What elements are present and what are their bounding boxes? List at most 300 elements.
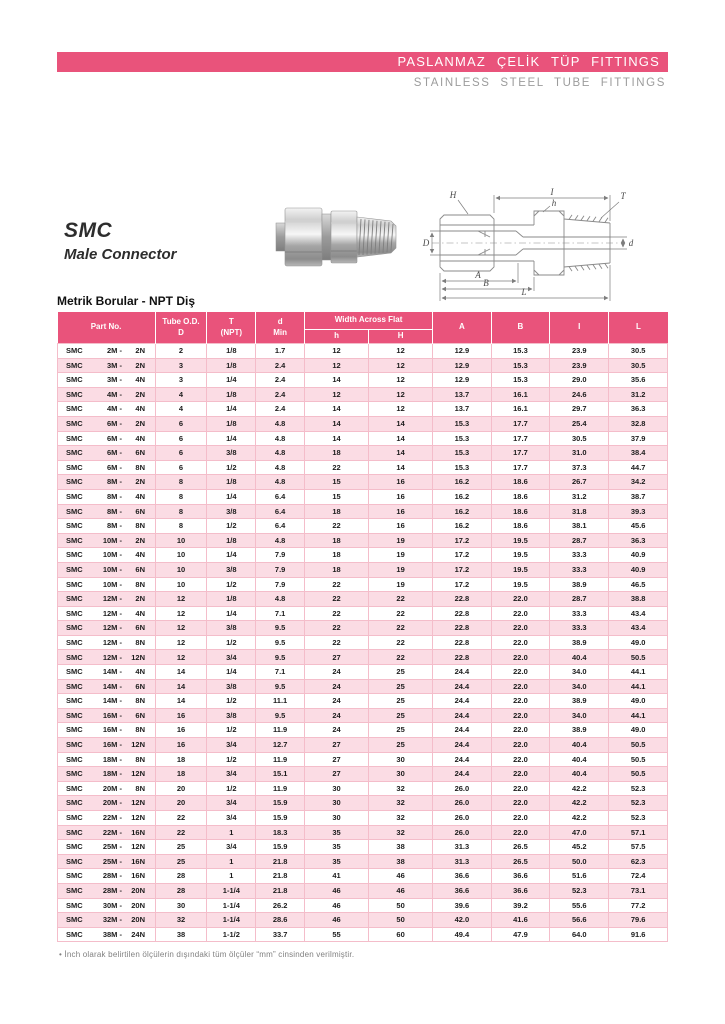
table-row	[58, 402, 668, 417]
value-cell: 28	[155, 883, 207, 898]
value-cell: 18	[305, 562, 369, 577]
value-cell: 17.2	[433, 533, 492, 548]
value-cell: 46	[305, 883, 369, 898]
value-cell: 1/8	[207, 592, 256, 607]
part-no-cell: SMC 32M - 20N	[58, 913, 156, 928]
value-cell: 15.3	[491, 344, 550, 359]
value-cell: 31.0	[550, 446, 609, 461]
value-cell: 52.3	[609, 811, 668, 826]
part-no-cell: SMC 8M - 6N	[58, 504, 156, 519]
value-cell: 29.0	[550, 373, 609, 388]
value-cell: 13.7	[433, 387, 492, 402]
value-cell: 15.3	[433, 446, 492, 461]
value-cell: 43.4	[609, 621, 668, 636]
body-hex	[331, 211, 357, 263]
value-cell: 22	[369, 650, 433, 665]
value-cell: 25	[369, 738, 433, 753]
value-cell: 2.4	[256, 358, 305, 373]
value-cell: 16.2	[433, 519, 492, 534]
table-row	[58, 840, 668, 855]
value-cell: 17.2	[433, 548, 492, 563]
value-cell: 55	[305, 927, 369, 942]
value-cell: 1-1/2	[207, 927, 256, 942]
value-cell: 20	[155, 781, 207, 796]
value-cell: 46	[369, 883, 433, 898]
value-cell: 40.4	[550, 650, 609, 665]
value-cell: 30.5	[550, 431, 609, 446]
value-cell: 31.2	[550, 489, 609, 504]
part-no-cell: SMC 6M - 4N	[58, 431, 156, 446]
value-cell: 22.0	[491, 767, 550, 782]
value-cell: 31.3	[433, 854, 492, 869]
value-cell: 22	[369, 606, 433, 621]
value-cell: 3/8	[207, 679, 256, 694]
value-cell: 3/4	[207, 738, 256, 753]
value-cell: 35	[305, 825, 369, 840]
value-cell: 24.4	[433, 767, 492, 782]
value-cell: 18	[155, 752, 207, 767]
value-cell: 27	[305, 752, 369, 767]
table-row	[58, 796, 668, 811]
part-no-cell: SMC 4M - 2N	[58, 387, 156, 402]
value-cell: 25.4	[550, 416, 609, 431]
value-cell: 30	[305, 781, 369, 796]
label-B: B	[483, 278, 489, 288]
value-cell: 1-1/4	[207, 898, 256, 913]
part-no-cell: SMC 12M - 2N	[58, 592, 156, 607]
value-cell: 10	[155, 548, 207, 563]
value-cell: 50.5	[609, 650, 668, 665]
value-cell: 18	[305, 446, 369, 461]
value-cell: 77.2	[609, 898, 668, 913]
value-cell: 22.0	[491, 825, 550, 840]
value-cell: 3/8	[207, 708, 256, 723]
ferrule-ring	[322, 214, 331, 260]
value-cell: 24.4	[433, 723, 492, 738]
value-cell: 24	[305, 708, 369, 723]
value-cell: 22	[305, 606, 369, 621]
value-cell: 40.9	[609, 548, 668, 563]
value-cell: 22.8	[433, 635, 492, 650]
table-row	[58, 694, 668, 709]
value-cell: 79.6	[609, 913, 668, 928]
value-cell: 14	[305, 402, 369, 417]
label-T: T	[620, 191, 626, 201]
value-cell: 4	[155, 387, 207, 402]
value-cell: 16.2	[433, 475, 492, 490]
value-cell: 9.5	[256, 621, 305, 636]
value-cell: 40.4	[550, 738, 609, 753]
value-cell: 18	[305, 548, 369, 563]
value-cell: 8	[155, 489, 207, 504]
value-cell: 22.0	[491, 592, 550, 607]
value-cell: 32.8	[609, 416, 668, 431]
dimensions-table	[57, 312, 668, 942]
value-cell: 20	[155, 796, 207, 811]
value-cell: 6	[155, 416, 207, 431]
value-cell: 1/8	[207, 475, 256, 490]
value-cell: 4	[155, 402, 207, 417]
value-cell: 40.4	[550, 767, 609, 782]
value-cell: 6.4	[256, 489, 305, 504]
value-cell: 25	[369, 723, 433, 738]
value-cell: 24	[305, 694, 369, 709]
value-cell: 1/4	[207, 489, 256, 504]
value-cell: 15.9	[256, 796, 305, 811]
value-cell: 12	[369, 358, 433, 373]
value-cell: 34.0	[550, 708, 609, 723]
value-cell: 19.5	[491, 577, 550, 592]
value-cell: 46	[305, 913, 369, 928]
value-cell: 15.3	[491, 373, 550, 388]
part-no-cell: SMC 20M - 8N	[58, 781, 156, 796]
part-no-cell: SMC 12M - 8N	[58, 635, 156, 650]
value-cell: 40.9	[609, 562, 668, 577]
value-cell: 24.4	[433, 679, 492, 694]
header-subtitle: STAINLESS STEEL TUBE FITTINGS	[413, 77, 666, 89]
value-cell: 22	[369, 635, 433, 650]
value-cell: 36.6	[491, 869, 550, 884]
value-cell: 14	[369, 446, 433, 461]
value-cell: 9.5	[256, 635, 305, 650]
value-cell: 12.9	[433, 358, 492, 373]
value-cell: 16	[369, 519, 433, 534]
part-no-cell: SMC 28M - 20N	[58, 883, 156, 898]
footnote: • İnch olarak belirtilen ölçülerin dışındaki tüm ölçüler “mm” cinsinden verilmiştir.	[59, 950, 355, 959]
value-cell: 41	[305, 869, 369, 884]
value-cell: 19	[369, 562, 433, 577]
value-cell: 12.9	[433, 344, 492, 359]
part-no-cell: SMC 20M - 12N	[58, 796, 156, 811]
part-no-cell: SMC 30M - 20N	[58, 898, 156, 913]
value-cell: 8	[155, 519, 207, 534]
table-row	[58, 869, 668, 884]
value-cell: 1/8	[207, 533, 256, 548]
table-row	[58, 358, 668, 373]
product-name: Male Connector	[64, 246, 177, 263]
value-cell: 3/4	[207, 796, 256, 811]
value-cell: 22	[305, 460, 369, 475]
value-cell: 91.6	[609, 927, 668, 942]
value-cell: 22.8	[433, 592, 492, 607]
table-row	[58, 811, 668, 826]
value-cell: 39.3	[609, 504, 668, 519]
value-cell: 24.4	[433, 708, 492, 723]
value-cell: 25	[155, 840, 207, 855]
value-cell: 15.1	[256, 767, 305, 782]
label-L: L	[521, 287, 527, 297]
value-cell: 22.0	[491, 752, 550, 767]
value-cell: 3	[155, 373, 207, 388]
part-no-cell: SMC 18M - 12N	[58, 767, 156, 782]
value-cell: 22	[305, 635, 369, 650]
value-cell: 22	[305, 519, 369, 534]
value-cell: 26.0	[433, 781, 492, 796]
value-cell: 1/4	[207, 431, 256, 446]
value-cell: 18.6	[491, 489, 550, 504]
value-cell: 30	[369, 752, 433, 767]
label-I: I	[550, 187, 554, 197]
value-cell: 24.4	[433, 752, 492, 767]
value-cell: 17.7	[491, 416, 550, 431]
part-no-cell: SMC 4M - 4N	[58, 402, 156, 417]
value-cell: 57.5	[609, 840, 668, 855]
value-cell: 6	[155, 431, 207, 446]
value-cell: 25	[369, 694, 433, 709]
value-cell: 16	[369, 504, 433, 519]
value-cell: 16.2	[433, 504, 492, 519]
value-cell: 22.0	[491, 679, 550, 694]
part-no-cell: SMC 12M - 4N	[58, 606, 156, 621]
value-cell: 9.5	[256, 650, 305, 665]
value-cell: 30	[305, 796, 369, 811]
part-no-cell: SMC 8M - 4N	[58, 489, 156, 504]
table-row	[58, 533, 668, 548]
value-cell: 1	[207, 825, 256, 840]
value-cell: 1/8	[207, 358, 256, 373]
value-cell: 22	[155, 811, 207, 826]
part-no-cell: SMC 14M - 6N	[58, 679, 156, 694]
part-no-cell: SMC 6M - 6N	[58, 446, 156, 461]
value-cell: 7.9	[256, 548, 305, 563]
product-photo	[271, 201, 401, 273]
table-header	[58, 312, 668, 344]
value-cell: 12	[155, 621, 207, 636]
value-cell: 1/2	[207, 694, 256, 709]
value-cell: 24	[305, 723, 369, 738]
table-row	[58, 679, 668, 694]
value-cell: 30	[305, 811, 369, 826]
value-cell: 32	[369, 796, 433, 811]
value-cell: 45.2	[550, 840, 609, 855]
value-cell: 22.0	[491, 665, 550, 680]
table-row	[58, 781, 668, 796]
col-header-B: B	[491, 312, 550, 344]
table-row	[58, 883, 668, 898]
value-cell: 1/8	[207, 387, 256, 402]
value-cell: 28	[155, 869, 207, 884]
value-cell: 49.4	[433, 927, 492, 942]
value-cell: 15	[305, 489, 369, 504]
value-cell: 22.0	[491, 708, 550, 723]
value-cell: 19	[369, 548, 433, 563]
part-no-cell: SMC 8M - 8N	[58, 519, 156, 534]
value-cell: 12	[305, 358, 369, 373]
value-cell: 72.4	[609, 869, 668, 884]
value-cell: 35	[305, 854, 369, 869]
value-cell: 14	[155, 694, 207, 709]
value-cell: 7.1	[256, 665, 305, 680]
table-row	[58, 898, 668, 913]
value-cell: 52.3	[609, 781, 668, 796]
value-cell: 30.5	[609, 344, 668, 359]
part-no-cell: SMC 25M - 12N	[58, 840, 156, 855]
value-cell: 42.2	[550, 811, 609, 826]
value-cell: 44.1	[609, 708, 668, 723]
value-cell: 1/2	[207, 723, 256, 738]
value-cell: 1/2	[207, 635, 256, 650]
value-cell: 1/4	[207, 373, 256, 388]
value-cell: 30.5	[609, 358, 668, 373]
value-cell: 50	[369, 898, 433, 913]
part-no-cell: SMC 25M - 16N	[58, 854, 156, 869]
value-cell: 4.8	[256, 460, 305, 475]
value-cell: 22.0	[491, 723, 550, 738]
value-cell: 50.5	[609, 767, 668, 782]
value-cell: 44.7	[609, 460, 668, 475]
part-no-cell: SMC 38M - 24N	[58, 927, 156, 942]
table-row	[58, 927, 668, 942]
value-cell: 47.0	[550, 825, 609, 840]
value-cell: 12	[155, 650, 207, 665]
table-row	[58, 460, 668, 475]
value-cell: 41.6	[491, 913, 550, 928]
value-cell: 2.4	[256, 402, 305, 417]
table-row	[58, 446, 668, 461]
value-cell: 38.4	[609, 446, 668, 461]
value-cell: 9.5	[256, 679, 305, 694]
value-cell: 18.6	[491, 504, 550, 519]
label-D: D	[422, 238, 430, 248]
table-row	[58, 738, 668, 753]
value-cell: 24	[305, 665, 369, 680]
value-cell: 52.3	[609, 796, 668, 811]
value-cell: 1/4	[207, 606, 256, 621]
part-no-cell: SMC 16M - 12N	[58, 738, 156, 753]
table-row	[58, 825, 668, 840]
value-cell: 3/4	[207, 811, 256, 826]
value-cell: 8	[155, 504, 207, 519]
value-cell: 36.6	[433, 869, 492, 884]
value-cell: 22.8	[433, 621, 492, 636]
table-row	[58, 592, 668, 607]
value-cell: 64.0	[550, 927, 609, 942]
value-cell: 42.2	[550, 796, 609, 811]
value-cell: 1/8	[207, 344, 256, 359]
value-cell: 15.3	[491, 358, 550, 373]
value-cell: 46.5	[609, 577, 668, 592]
value-cell: 2.4	[256, 387, 305, 402]
value-cell: 3/4	[207, 650, 256, 665]
value-cell: 19	[369, 533, 433, 548]
label-d: d	[628, 238, 634, 248]
value-cell: 31.2	[609, 387, 668, 402]
value-cell: 24.4	[433, 665, 492, 680]
col-header-A: A	[433, 312, 492, 344]
value-cell: 22.0	[491, 781, 550, 796]
value-cell: 38.1	[550, 519, 609, 534]
value-cell: 51.6	[550, 869, 609, 884]
value-cell: 22.0	[491, 621, 550, 636]
part-no-cell: SMC 10M - 4N	[58, 548, 156, 563]
value-cell: 36.3	[609, 533, 668, 548]
value-cell: 9.5	[256, 708, 305, 723]
value-cell: 1-1/4	[207, 913, 256, 928]
value-cell: 33.3	[550, 621, 609, 636]
part-no-cell: SMC 12M - 12N	[58, 650, 156, 665]
value-cell: 16.1	[491, 402, 550, 417]
value-cell: 38.7	[609, 489, 668, 504]
fitting-outline	[432, 211, 620, 275]
value-cell: 24.6	[550, 387, 609, 402]
value-cell: 18	[155, 767, 207, 782]
value-cell: 16.2	[433, 489, 492, 504]
part-no-cell: SMC 18M - 8N	[58, 752, 156, 767]
table-row	[58, 650, 668, 665]
value-cell: 12	[305, 387, 369, 402]
value-cell: 1/4	[207, 665, 256, 680]
value-cell: 26.0	[433, 811, 492, 826]
part-no-cell: SMC 28M - 16N	[58, 869, 156, 884]
value-cell: 14	[155, 679, 207, 694]
fitting-photo-shapes	[276, 208, 396, 266]
technical-drawing	[422, 185, 694, 307]
value-cell: 4.8	[256, 416, 305, 431]
value-cell: 42.0	[433, 913, 492, 928]
value-cell: 31.8	[550, 504, 609, 519]
value-cell: 30	[155, 898, 207, 913]
value-cell: 16.1	[491, 387, 550, 402]
value-cell: 1	[207, 869, 256, 884]
value-cell: 22	[369, 592, 433, 607]
value-cell: 47.9	[491, 927, 550, 942]
value-cell: 50.5	[609, 752, 668, 767]
value-cell: 24	[305, 679, 369, 694]
part-no-cell: SMC 6M - 8N	[58, 460, 156, 475]
value-cell: 21.8	[256, 854, 305, 869]
value-cell: 38.8	[609, 592, 668, 607]
value-cell: 12	[369, 373, 433, 388]
value-cell: 25	[369, 708, 433, 723]
table-row	[58, 475, 668, 490]
value-cell: 25	[369, 665, 433, 680]
value-cell: 40.4	[550, 752, 609, 767]
value-cell: 28.6	[256, 913, 305, 928]
value-cell: 10	[155, 533, 207, 548]
value-cell: 1/2	[207, 781, 256, 796]
value-cell: 1-1/4	[207, 883, 256, 898]
value-cell: 15.3	[433, 416, 492, 431]
value-cell: 15.9	[256, 840, 305, 855]
value-cell: 17.7	[491, 446, 550, 461]
label-A: A	[475, 270, 481, 280]
table-row	[58, 606, 668, 621]
value-cell: 1/4	[207, 548, 256, 563]
table-row	[58, 723, 668, 738]
value-cell: 25	[369, 679, 433, 694]
value-cell: 3/8	[207, 504, 256, 519]
part-no-cell: SMC 14M - 8N	[58, 694, 156, 709]
table-row	[58, 635, 668, 650]
value-cell: 26.7	[550, 475, 609, 490]
value-cell: 22.0	[491, 811, 550, 826]
value-cell: 7.9	[256, 577, 305, 592]
value-cell: 14	[369, 416, 433, 431]
value-cell: 4.8	[256, 592, 305, 607]
value-cell: 18.3	[256, 825, 305, 840]
value-cell: 22.0	[491, 738, 550, 753]
value-cell: 50.5	[609, 738, 668, 753]
col-header-d-min: d Min	[256, 312, 305, 344]
value-cell: 12.7	[256, 738, 305, 753]
col-header-t-npt: T (NPT)	[207, 312, 256, 344]
value-cell: 34.0	[550, 665, 609, 680]
col-header-tube-od: Tube O.D. D	[155, 312, 207, 344]
value-cell: 26.5	[491, 840, 550, 855]
table-row	[58, 373, 668, 388]
value-cell: 39.2	[491, 898, 550, 913]
value-cell: 57.1	[609, 825, 668, 840]
